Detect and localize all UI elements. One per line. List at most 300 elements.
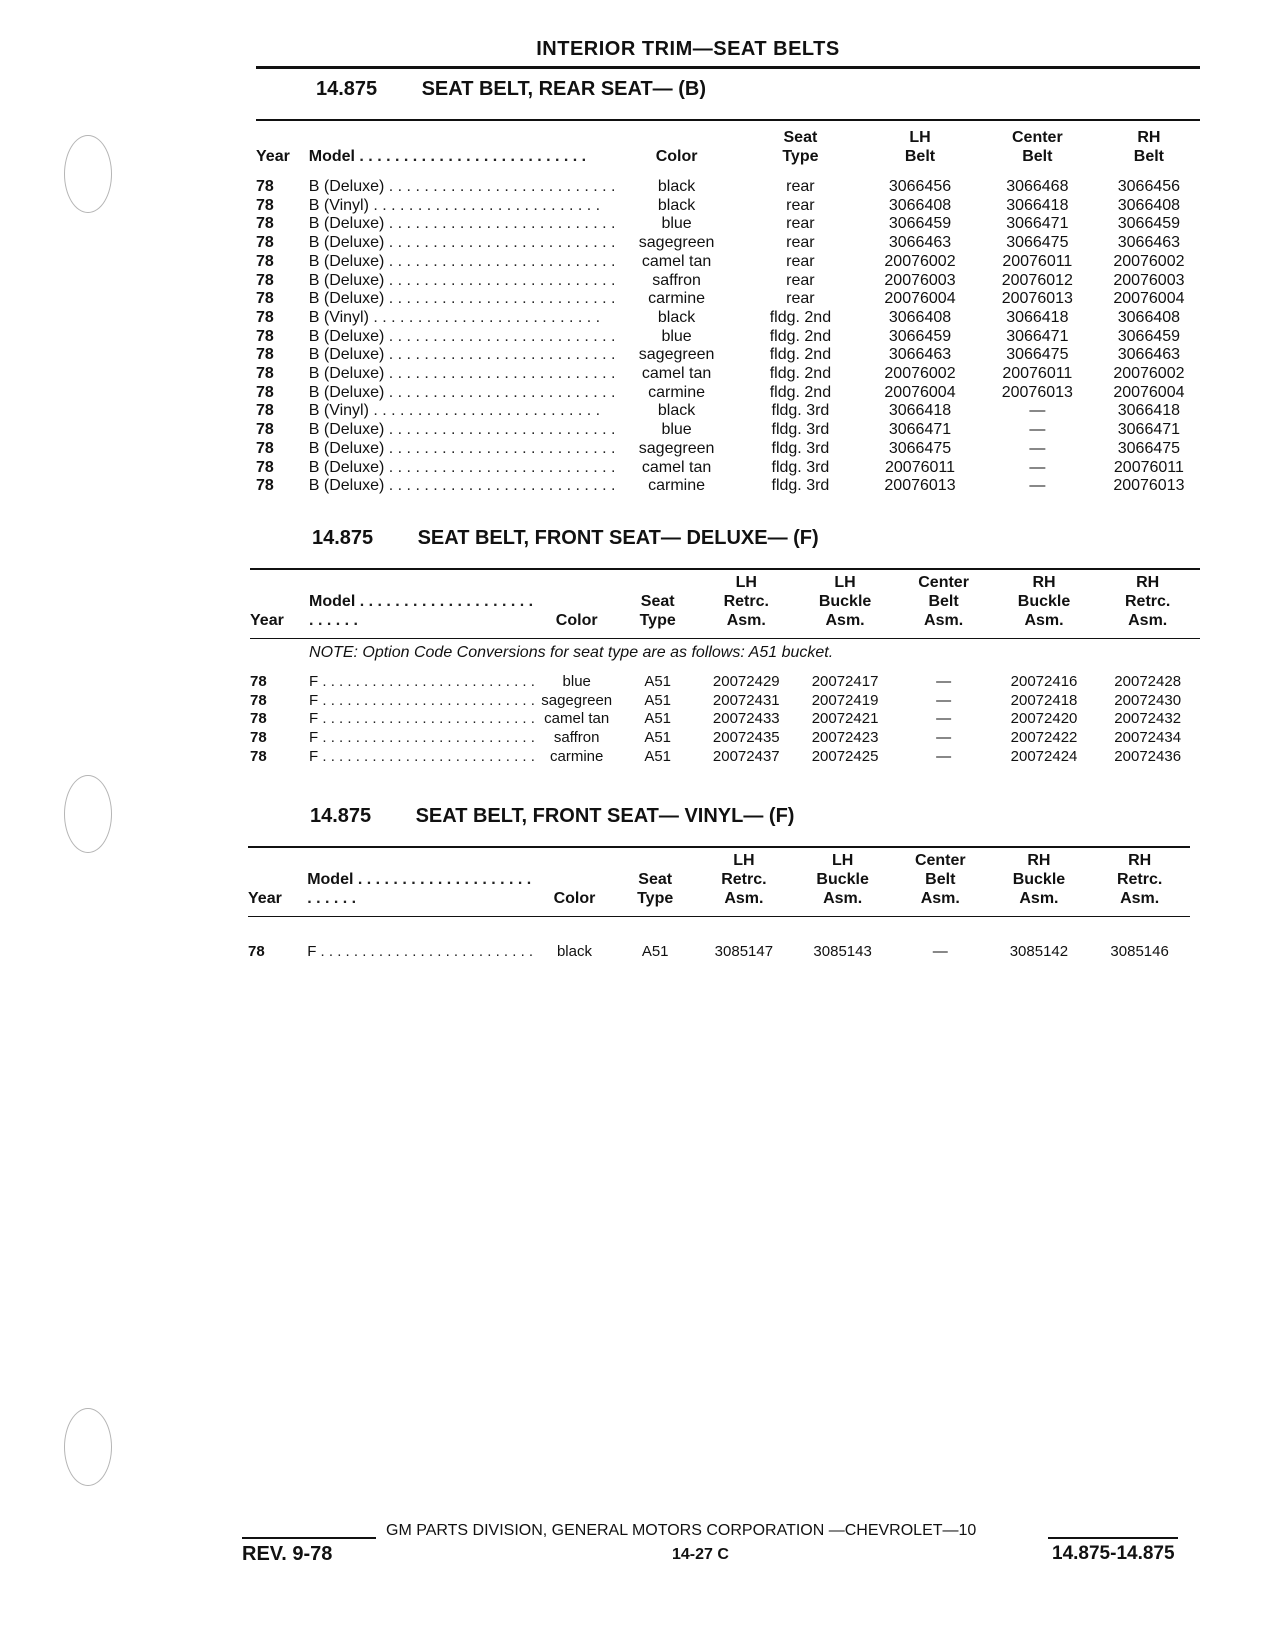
cell-text: LH — [834, 574, 856, 591]
table-cell: rear — [786, 252, 815, 270]
col-header-seat-type — [618, 572, 696, 630]
table-cell — [309, 290, 616, 309]
table-cell: 20076003 — [884, 271, 956, 289]
table-cell: sagegreen — [638, 439, 715, 457]
table-cell: 78 — [256, 365, 274, 383]
table-cell: blue — [661, 215, 692, 233]
table-cell: 20076013 — [1113, 477, 1185, 495]
table-cell: 20072418 — [1010, 691, 1078, 709]
table-row — [256, 459, 1200, 478]
table-cell: carmine — [648, 290, 706, 308]
table-cell: 20072416 — [1010, 673, 1078, 690]
table-header-row — [248, 850, 1190, 908]
cell-text: Buckle — [818, 593, 872, 610]
table-cell: 20072429 — [712, 673, 780, 690]
front-vinyl-rows — [248, 943, 1190, 962]
cell-text: Model . . . — [307, 871, 531, 907]
table-cell: 20076011 — [1002, 365, 1073, 383]
table-row — [256, 402, 1200, 421]
table-row — [256, 234, 1200, 253]
table-cell — [309, 402, 616, 421]
table-row — [256, 197, 1200, 216]
table-cell — [309, 459, 616, 478]
table-cell — [309, 215, 616, 234]
table-cell — [309, 197, 616, 216]
col-header-rh-buckle — [989, 850, 1090, 908]
table-cell: 78 — [256, 271, 274, 289]
cell-text: Retrc. — [721, 871, 767, 888]
table-cell: 3066463 — [888, 234, 952, 252]
binder-hole-top — [64, 135, 112, 213]
cell-text: F . . . — [309, 710, 535, 727]
cell-text: Asm. — [726, 612, 766, 629]
col-header-rh-retrc — [1095, 572, 1200, 630]
table-cell — [248, 908, 1190, 917]
cell-text: Type — [637, 890, 674, 907]
table-cell: 78 — [250, 729, 267, 747]
cell-text: LH — [735, 574, 757, 591]
table-cell: 78 — [256, 327, 274, 345]
cell-text: Asm. — [1128, 612, 1168, 629]
binder-hole-middle — [64, 775, 112, 853]
table-cell — [309, 253, 616, 272]
col-header-year: Year — [250, 612, 284, 629]
table-cell: rear — [786, 234, 815, 252]
table-row — [256, 384, 1200, 403]
cell-text: Buckle — [1012, 871, 1066, 888]
table-row — [256, 365, 1200, 384]
table-cell: 20072428 — [1114, 673, 1182, 690]
cell-text: Asm. — [1120, 890, 1160, 907]
cell-text: B (Vinyl) . . . — [309, 197, 600, 214]
table-cell — [248, 917, 1190, 944]
table-cell: 78 — [256, 421, 274, 439]
table-cell — [309, 440, 616, 459]
table-cell: black — [657, 196, 696, 214]
footer-revision: REV. 9-78 — [242, 1543, 333, 1565]
cell-text: B (Deluxe) . . . — [309, 178, 616, 195]
table-cell — [309, 328, 616, 347]
table-cell: 3085143 — [813, 943, 872, 960]
table-cell: A51 — [644, 729, 672, 747]
table-cell: fldg. 3rd — [771, 439, 830, 457]
table-cell: 20072417 — [811, 673, 879, 690]
cell-text: Retrc. — [1124, 593, 1171, 610]
col-header-seat-type — [616, 850, 695, 908]
table-cell — [309, 729, 535, 748]
table-cell: fldg. 3rd — [771, 477, 830, 495]
table-cell: 20076002 — [884, 252, 956, 270]
cell-text: B (Vinyl) . . . — [309, 402, 600, 419]
table-cell: — — [1029, 421, 1046, 439]
cell-text: Belt — [1133, 148, 1165, 165]
section-heading: SEAT BELT, FRONT SEAT— VINYL— (F) — [415, 805, 795, 827]
cell-text: Asm. — [823, 890, 863, 907]
table-cell: — — [932, 943, 948, 960]
section-number: 14.875 — [312, 527, 374, 549]
cell-text: LH — [733, 852, 755, 869]
cell-text: RH — [1137, 129, 1161, 146]
table-cell: sagegreen — [638, 346, 715, 364]
table-cell: 20076011 — [1113, 458, 1184, 476]
table-cell: rear — [786, 215, 815, 233]
table-cell: 78 — [256, 290, 274, 308]
footer-section-range: 14.875-14.875 — [1052, 1543, 1175, 1564]
cell-text: B (Deluxe) . . . — [309, 253, 616, 270]
table-cell: 20076002 — [1113, 365, 1185, 383]
cell-text: F . . . — [309, 692, 535, 709]
table-cell: — — [936, 710, 952, 728]
table-cell: 20072420 — [1010, 710, 1078, 728]
section-title-rear-seat — [316, 78, 706, 101]
table-cell: 3066463 — [1117, 346, 1181, 364]
cell-text: RH — [1128, 852, 1152, 869]
table-cell: 20072424 — [1010, 747, 1078, 765]
cell-text: B (Deluxe) . . . — [309, 440, 616, 457]
table-cell: fldg. 2nd — [769, 383, 832, 401]
table-cell: 3066456 — [888, 178, 952, 195]
table-cell: 20076002 — [1113, 252, 1185, 270]
table-cell — [309, 178, 616, 197]
cell-text: B (Deluxe) . . . — [309, 272, 616, 289]
table-cell: fldg. 2nd — [769, 365, 832, 383]
cell-text: Asm. — [1019, 890, 1059, 907]
table-cell: carmine — [550, 747, 604, 765]
table-cell: camel tan — [641, 365, 712, 383]
table-cell — [307, 943, 533, 962]
cell-text: F . . . — [309, 748, 535, 765]
table-cell: 20072425 — [811, 747, 879, 765]
front-deluxe-rows — [250, 673, 1200, 767]
section-heading: SEAT BELT, FRONT SEAT— DELUXE— (F) — [417, 527, 819, 549]
cell-text: Belt — [928, 593, 959, 610]
cell-text: Center — [914, 852, 966, 869]
table-cell: 20076004 — [884, 383, 956, 401]
table-cell — [309, 272, 616, 291]
cell-text: F . . . — [309, 729, 535, 746]
table-cell — [309, 692, 535, 711]
col-header-center-belt — [977, 126, 1098, 166]
table-cell: A51 — [644, 710, 672, 728]
table-row — [256, 290, 1200, 309]
table-row — [256, 346, 1200, 365]
cell-text: Asm. — [724, 890, 764, 907]
table-cell: 20072422 — [1010, 729, 1078, 747]
cell-text: F . . . — [307, 943, 533, 960]
table-row — [250, 692, 1200, 711]
cell-text: RH — [1027, 852, 1051, 869]
table-cell: camel tan — [641, 252, 712, 270]
table-cell — [309, 673, 535, 692]
table-cell: 20076004 — [884, 290, 956, 308]
cell-text: Seat — [783, 129, 818, 146]
col-header-center-belt — [892, 850, 989, 908]
table-cell: 20076011 — [1002, 252, 1073, 270]
cell-text: B (Deluxe) . . . — [309, 421, 616, 438]
table-cell: 20072419 — [811, 691, 879, 709]
cell-text: Asm. — [924, 612, 964, 629]
col-header-model — [309, 126, 616, 166]
table-cell: fldg. 2nd — [769, 346, 832, 364]
table-cell: saffron — [652, 271, 701, 289]
table-row — [250, 673, 1200, 692]
cell-text: B (Deluxe) . . . — [309, 477, 616, 494]
cell-text: B (Deluxe) . . . — [309, 328, 616, 345]
table-cell: 78 — [250, 747, 267, 765]
table-cell: sagegreen — [638, 234, 715, 252]
table-cell: sagegreen — [541, 691, 613, 709]
section-number: 14.875 — [310, 805, 372, 827]
cell-text: Buckle — [816, 871, 869, 888]
footer-rule-left — [242, 1537, 376, 1539]
table-cell: 20076013 — [1001, 290, 1073, 308]
table-cell: 20076003 — [1113, 271, 1185, 289]
table-cell: — — [936, 747, 952, 765]
col-header-center-belt — [894, 572, 992, 630]
table-cell: fldg. 2nd — [769, 308, 832, 326]
table-cell: — — [1029, 477, 1046, 495]
table-row — [256, 178, 1200, 197]
table-cell: carmine — [648, 477, 706, 495]
table-cell: 20072432 — [1114, 710, 1182, 728]
table-cell: 3066463 — [888, 346, 952, 364]
table-cell: 20072433 — [712, 710, 780, 728]
col-header-seat-type — [738, 126, 863, 166]
table-cell: 20072421 — [811, 710, 879, 728]
cell-text: B (Vinyl) . . . — [309, 309, 600, 326]
table-cell: fldg. 3rd — [771, 458, 830, 476]
table-cell: 3066463 — [1117, 234, 1181, 252]
cell-text: Asm. — [1024, 612, 1064, 629]
table-cell — [309, 309, 616, 328]
col-header-color: Color — [555, 612, 598, 629]
table-row — [250, 748, 1200, 767]
col-header-rh-belt — [1098, 126, 1200, 166]
cell-text: Type — [782, 148, 819, 165]
cell-text: RH — [1032, 574, 1056, 591]
table-cell: saffron — [553, 729, 600, 747]
table-cell: 20072435 — [712, 729, 780, 747]
col-header-color: Color — [553, 890, 596, 907]
table-cell: 78 — [256, 308, 274, 326]
table-cell: 3066408 — [888, 196, 952, 214]
table-cell — [250, 630, 1200, 639]
cell-text: Seat — [640, 593, 675, 610]
table-cell: 78 — [256, 402, 274, 420]
table-cell: 3066471 — [888, 421, 952, 439]
cell-text: B (Deluxe) . . . — [309, 215, 616, 232]
header-rule — [256, 66, 1200, 69]
table-row — [256, 421, 1200, 440]
table-cell: 3066418 — [888, 402, 952, 420]
cell-text: Buckle — [1017, 593, 1071, 610]
col-header-model — [307, 850, 533, 908]
table-cell — [309, 710, 535, 729]
rear-seat-table — [256, 126, 1200, 496]
col-header-model — [309, 572, 535, 630]
cell-text: LH — [909, 129, 931, 146]
table-cell: rear — [786, 178, 815, 195]
table-cell: — — [1029, 402, 1046, 420]
table-row — [256, 440, 1200, 459]
section-rule — [256, 119, 1200, 121]
front-vinyl-table — [248, 850, 1190, 962]
table-cell: 3066471 — [1006, 215, 1069, 233]
cell-text: F . . . — [309, 673, 535, 690]
table-cell — [309, 234, 616, 253]
cell-text: B (Deluxe) . . . — [309, 384, 616, 401]
table-cell: 78 — [250, 710, 267, 728]
table-cell: 78 — [256, 458, 274, 476]
table-cell: 20076013 — [884, 477, 956, 495]
table-cell: 20076013 — [1001, 383, 1073, 401]
col-header-lh-buckle — [793, 850, 892, 908]
table-cell: 3066408 — [1117, 196, 1181, 214]
table-cell: 3066471 — [1006, 327, 1069, 345]
cell-text: B (Deluxe) . . . — [309, 290, 616, 307]
table-cell — [309, 346, 616, 365]
table-cell: blue — [661, 421, 692, 439]
table-cell — [309, 748, 535, 767]
table-cell: rear — [786, 290, 815, 308]
table-cell: 3066468 — [1006, 178, 1069, 195]
table-cell: 78 — [256, 196, 274, 214]
cell-text: B (Deluxe) . . . — [309, 365, 616, 382]
table-cell: 78 — [256, 346, 274, 364]
cell-text: Center — [1011, 129, 1063, 146]
table-cell: A51 — [644, 673, 672, 690]
page-header — [256, 0, 1200, 69]
table-cell: 20076011 — [885, 458, 955, 476]
footer-publisher: GM PARTS DIVISION, GENERAL MOTORS CORPORATION —CHEVROLET—10 — [386, 1522, 977, 1539]
cell-text: B (Deluxe) . . . — [309, 346, 616, 363]
binder-hole-bottom — [64, 1408, 112, 1486]
table-cell: 20072430 — [1114, 691, 1182, 709]
table-cell: 20072434 — [1114, 729, 1182, 747]
table-cell: 3066408 — [888, 308, 952, 326]
table-cell: 78 — [256, 439, 274, 457]
table-cell: camel tan — [641, 458, 712, 476]
table-cell: 78 — [250, 691, 267, 709]
table-header-row — [256, 126, 1200, 166]
table-cell: — — [1029, 458, 1046, 476]
table-header-row — [250, 572, 1200, 630]
table-row — [256, 309, 1200, 328]
table-cell: 78 — [256, 383, 274, 401]
table-cell: 78 — [256, 178, 274, 195]
table-cell: 3066475 — [1006, 346, 1069, 364]
cell-text: Belt — [925, 871, 956, 888]
table-cell: 3066418 — [1117, 402, 1181, 420]
rear-seat-rows — [256, 178, 1200, 496]
section-rule — [250, 568, 1200, 570]
table-cell: black — [657, 402, 696, 420]
section-number: 14.875 — [316, 78, 378, 100]
page-title: INTERIOR TRIM—SEAT BELTS — [536, 38, 840, 60]
table-cell: 20076012 — [1001, 271, 1073, 289]
table-cell: carmine — [648, 383, 706, 401]
col-header-year: Year — [256, 148, 290, 165]
table-cell: blue — [562, 673, 591, 690]
table-cell: — — [936, 673, 952, 690]
table-cell: 3066418 — [1006, 308, 1069, 326]
table-cell: 20072423 — [811, 729, 879, 747]
table-cell: 3066475 — [1117, 439, 1181, 457]
table-row — [256, 477, 1200, 496]
col-header-year: Year — [248, 890, 282, 907]
col-header-rh-retrc — [1089, 850, 1190, 908]
cell-text: Retrc. — [1116, 871, 1163, 888]
table-cell: 3066459 — [1117, 327, 1181, 345]
table-cell: 78 — [256, 234, 274, 252]
table-row — [256, 215, 1200, 234]
table-cell: 3066459 — [1117, 215, 1181, 233]
table-cell: 3066471 — [1117, 421, 1181, 439]
table-cell: 78 — [256, 477, 274, 495]
col-header-color: Color — [655, 148, 698, 165]
section-heading: SEAT BELT, REAR SEAT— (B) — [421, 78, 707, 100]
section-title-front-seat-vinyl — [310, 805, 794, 828]
footer-page-number: 14-27 C — [672, 1546, 729, 1563]
table-cell: — — [1029, 439, 1046, 457]
table-cell: 3085142 — [1009, 943, 1069, 960]
cell-text: Retrc. — [723, 593, 769, 610]
cell-text: Model . . . — [309, 593, 533, 629]
note-row — [250, 639, 1200, 668]
table-cell: 20076004 — [1113, 383, 1185, 401]
table-row — [250, 729, 1200, 748]
front-deluxe-table — [250, 572, 1200, 767]
table-cell: black — [556, 943, 592, 960]
table-cell: 3066459 — [888, 215, 952, 233]
col-header-lh-buckle — [796, 572, 895, 630]
table-cell: black — [657, 308, 696, 326]
table-cell — [309, 421, 616, 440]
cell-text: Belt — [904, 148, 936, 165]
col-header-rh-buckle — [993, 572, 1096, 630]
table-row — [256, 253, 1200, 272]
cell-text: Asm. — [920, 890, 960, 907]
table-cell: rear — [786, 271, 815, 289]
cell-text: RH — [1136, 574, 1160, 591]
table-cell: rear — [786, 196, 815, 214]
table-cell: fldg. 2nd — [769, 327, 832, 345]
section-rule — [248, 846, 1190, 848]
table-cell: 78 — [250, 673, 267, 690]
table-cell: A51 — [644, 691, 672, 709]
table-cell: 20076002 — [884, 365, 956, 383]
table-cell: 20072431 — [712, 691, 780, 709]
table-row — [256, 272, 1200, 291]
footer-rule-right — [1048, 1537, 1178, 1539]
section-title-front-seat-deluxe — [312, 527, 819, 550]
table-cell: camel tan — [544, 710, 610, 728]
cell-text: Model . . . — [309, 148, 586, 165]
table-cell: 78 — [256, 252, 274, 270]
table-cell: black — [657, 178, 696, 195]
cell-text: Asm. — [825, 612, 865, 629]
table-cell: — — [936, 691, 952, 709]
table-cell: 3066475 — [888, 439, 952, 457]
table-cell: 78 — [256, 215, 274, 233]
table-row — [250, 710, 1200, 729]
cell-text: Belt — [1022, 148, 1053, 165]
table-row — [248, 943, 1190, 962]
table-cell: — — [936, 729, 952, 747]
table-cell — [256, 166, 1200, 178]
cell-text: Center — [918, 574, 969, 591]
table-cell: A51 — [641, 943, 669, 960]
